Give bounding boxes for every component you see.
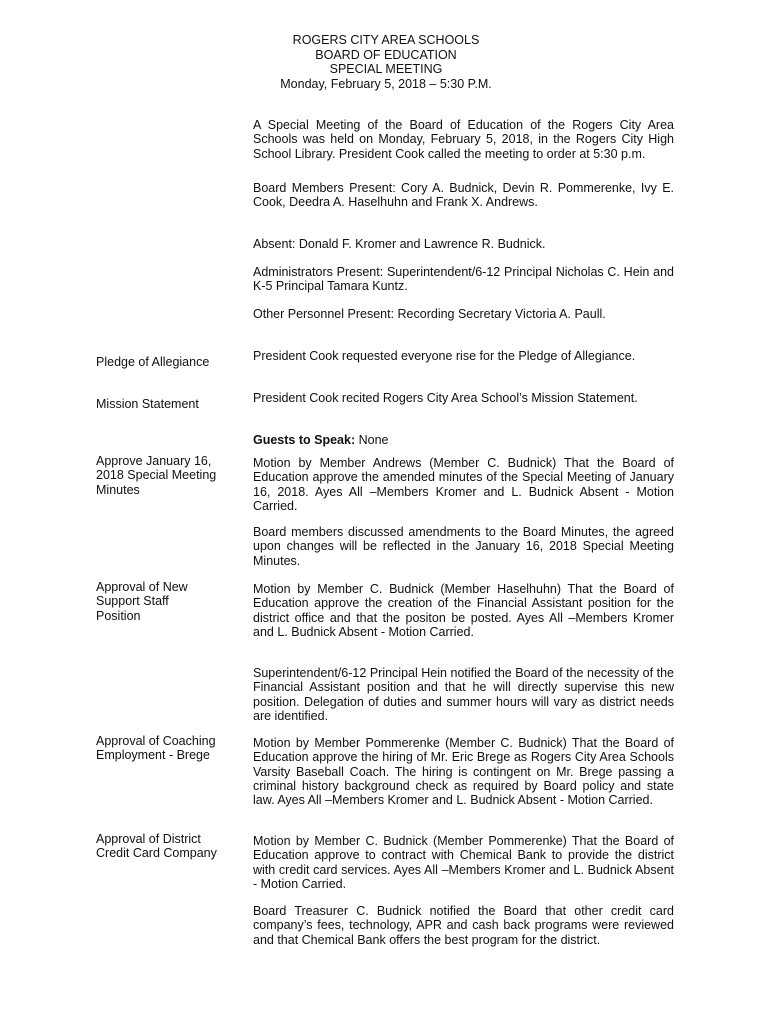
pledge-text: President Cook requested everyone rise for the Pledge of Allegiance.: [253, 349, 636, 363]
administrators-text: Administrators Present: Superintendent/6-12 Principal Nicholas C. Hein and K-5 Principal Tamara Kuntz.: [253, 265, 674, 294]
support-staff-note: Superintendent/6-12 Principal Hein notified the Board of the necessity of the Financial Assistant position and that he will directly supervise this new position. Delegation of duties and summer hours will vary as district needs are identified.: [253, 666, 674, 723]
absent-text: Absent: Donald F. Kromer and Lawrence R. Budnick.: [253, 237, 546, 251]
call-to-order-text: A Special Meeting of the Board of Education of the Rogers City Area Schools was held on Monday, February 5, 2018, in the Rogers City High School Library. President Cook called the meeting to order at 5:30 p.m.: [253, 118, 674, 161]
coaching-heading-text: Approval of Coaching Employment - Brege: [96, 734, 216, 763]
coaching-motion: Motion by Member Pommerenke (Member C. Budnick) That the Board of Education approve the hiring of Mr. Eric Brege as Rogers City Area Schools Varsity Baseball Coach. The hiring is contingent on Mr. Brege passing a criminal history background check as required by Board policy and state law. Ayes All –Members Kromer and L. Budnick Absent - Motion Carried.: [253, 736, 674, 808]
mission-text: President Cook recited Rogers City Area School’s Mission Statement.: [253, 391, 638, 405]
guests-line: [253, 433, 674, 447]
meeting-date: Monday, February 5, 2018 – 5:30 P.M.: [280, 76, 492, 91]
mission-heading: Mission Statement: [96, 397, 199, 411]
credit-card-heading: Approval of District Credit Card Company: [96, 832, 217, 861]
support-staff-heading: Approval of New Support Staff Position: [96, 580, 188, 623]
minutes-motion: Motion by Member Andrews (Member C. Budnick) That the Board of Education approve the amended minutes of the Special Meeting of January 16, 2018. Ayes All –Members Kromer and L. Budnick Absent - Motion Carried.: [253, 456, 674, 513]
guests-label: Guests to Speak:: [253, 433, 356, 447]
board-name: BOARD OF EDUCATION: [315, 47, 457, 62]
minutes-heading: Approve January 16, 2018 Special Meeting Minutes: [96, 454, 217, 497]
guests-value: None: [355, 433, 389, 447]
credit-card-motion: Motion by Member C. Budnick (Member Pommerenke) That the Board of Education approve to contract with Chemical Bank to provide the district with credit card services. Ayes All –Members Kromer and L. Budnick Absent - Motion Carried.: [253, 834, 674, 891]
board-present-text: Board Members Present: Cory A. Budnick, Devin R. Pommerenke, Ivy E. Cook, Deedra A. Haselhuhn and Frank X. Andrews.: [253, 181, 674, 210]
coaching-heading: [96, 734, 246, 763]
credit-card-note: Board Treasurer C. Budnick notified the Board that other credit card company’s fees, technology, APR and cash back programs were reviewed and that Chemical Bank offers the best program for the district.: [253, 904, 674, 947]
meeting-type: SPECIAL MEETING: [329, 62, 443, 76]
minutes-note: Board members discussed amendments to the Board Minutes, the agreed upon changes will be reflected in the January 16, 2018 Special Meeting Minutes.: [253, 525, 674, 568]
district-name: ROGERS CITY AREA SCHOOLS: [292, 33, 480, 47]
support-staff-motion: Motion by Member C. Budnick (Member Haselhuhn) That the Board of Education approve the creation of the Financial Assistant position for the district office and that the positon be posted. Ayes All –Members Kromer and L. Budnick Absent - Motion Carried.: [253, 582, 674, 639]
document-header: [200, 33, 572, 91]
pledge-heading: Pledge of Allegiance: [96, 355, 210, 369]
other-personnel-text: Other Personnel Present: Recording Secretary Victoria A. Paull.: [253, 307, 606, 321]
